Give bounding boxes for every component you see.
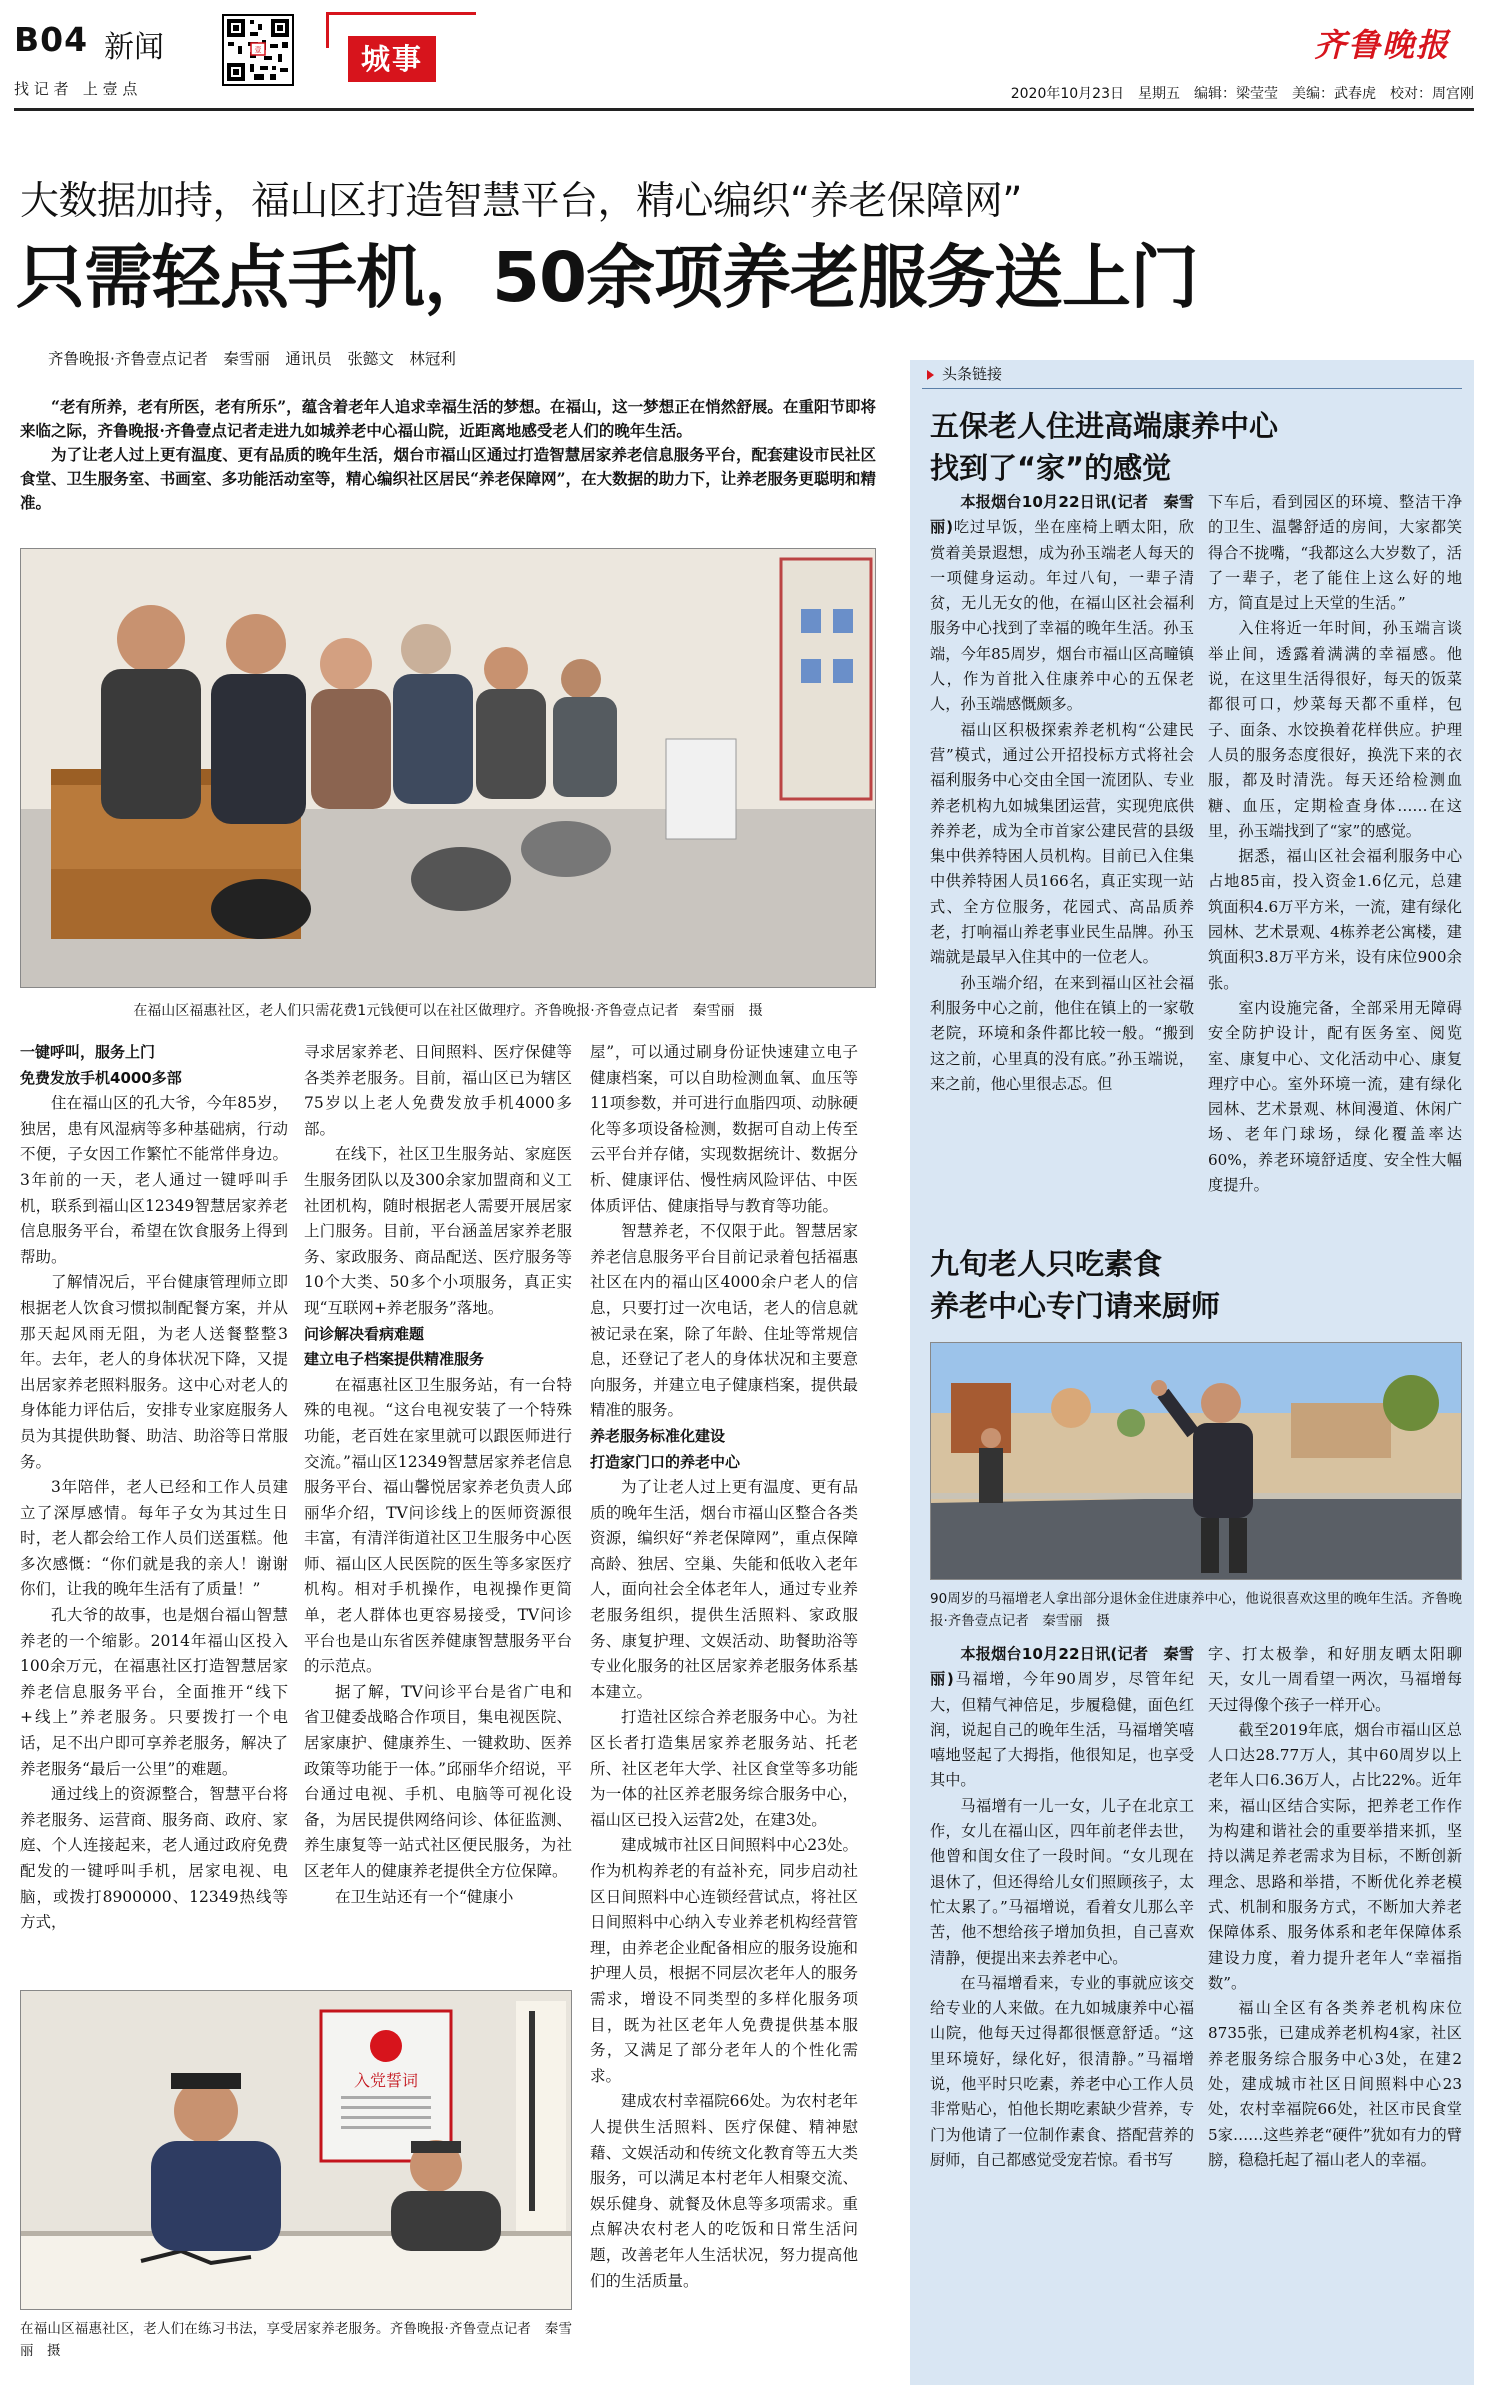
paragraph: 截至2019年底，烟台市福山区总人口达28.77万人，其中60周岁以上老年人口6.36万人，占比22%。近年来，福山区结合实际，把养老工作作为构建和谐社会的重要举措来抓，坚持以满足养老需求为目标，不断创新理念、思路和举措，不断优化养老模式、机制和服务方式，不断加大养老保障体系、服务体系和老年保障体系建设力度，着力提升老年人“幸福指数”。 <box>1208 1720 1462 1992</box>
paragraph: 福山全区有各类养老机构床位8735张，已建成养老机构4家，社区养老服务综合服务中心3处，在建2处，建成城市社区日间照料中心23处，农村幸福院66处，社区市民食堂5家……这些养老“硬件”犹如有力的臂膀，稳稳托起了福山老人的幸福。 <box>1208 1999 1462 2169</box>
column-1 <box>20 1040 288 1980</box>
paragraph: 下车后，看到园区的环境、整洁干净的卫生、温馨舒适的房间，大家都笑得合不拢嘴，“我都这么大岁数了，活了一辈子，老了能住上这么好的地方，简直是过上天堂的生活。” <box>1208 493 1462 613</box>
paragraph <box>930 1642 1194 1794</box>
subhead: 一键呼叫，服务上门 <box>20 1043 156 1061</box>
paragraph: 孔大爷的故事，也是烟台福山智慧养老的一个缩影。2014年福山区投入100余万元，在福惠社区打造智慧居家养老信息服务平台，全面推开“线下+线上”养老服务。只要拨打一个电话，足不出户即可享养老服务，解决了养老服务“最后一公里”的难题。 <box>20 1606 288 1778</box>
photo-therapy <box>20 548 876 988</box>
header-rule <box>14 108 1474 111</box>
lead-paragraph: 为了让老人过上更有温度、更有品质的晚年生活，烟台市福山区通过打造智慧居家养老信息服务平台，配套建设市民社区食堂、卫生服务室、书画室、多功能活动室等，精心编织社区居民“养老保障网”，在大数据的助力下，让养老服务更聪明和精准。 <box>20 445 876 512</box>
subhead: 打造家门口的养老中心 <box>590 1452 741 1471</box>
paragraph: 马福增有一儿一女，儿子在北京工作，女儿在福山区，四年前老伴去世，他曾和闺女住了一段时间。“女儿现在退休了，但还得给儿女们照顾孩子，太忙太累了。”马福增说，看着女儿那么辛苦，他不想给孩子增加负担，自己喜欢清静，便提出来去养老中心。 <box>930 1796 1194 1967</box>
paragraph: 屋”，可以通过刷身份证快速建立电子健康档案，可以自助检测血氧、血压等11项参数，并可进行血脂四项、动脉硬化等多项设备检测，数据可自动上传至云平台并存储，实现数据统计、数据分析、健康评估、慢性病风险评估、中医体质评估、健康指导与教育等功能。 <box>590 1043 858 1215</box>
paragraph: 室内设施完备，全部采用无障碍安全防护设计，配有医务室、阅览室、康复中心、文化活动中心、康复理疗中心。室外环境一流，建有绿化园林、艺术景观、林间漫道、休闲广场、老年门球场，绿化覆盖率达60%，养老环境舒适度、安全性大幅度提升。 <box>1208 998 1462 1195</box>
photo-calligraphy-caption: 在福山区福惠社区，老人们在练习书法，享受居家养老服务。齐鲁晚报·齐鲁壹点记者 秦雪丽 摄 <box>20 2321 572 2359</box>
section-badge: 城事 <box>348 36 436 82</box>
paragraph: 智慧养老，不仅限于此。智慧居家养老信息服务平台目前记录着包括福惠社区在内的福山区4000余户老人的信息，只要打过一次电话，老人的信息就被记录在案，除了年龄、住址等常规信息，还登记了老人的身体状况和主要意向服务，并建立电子健康档案，提供最精准的服务。 <box>590 1222 858 1420</box>
calligraphy-illustration <box>21 1991 572 2310</box>
subhead: 建立电子档案提供精准服务 <box>304 1350 485 1369</box>
sidebar-story1-right <box>1208 490 1462 1200</box>
paragraph: 为了让老人过上更有温度、更有品质的晚年生活，烟台市福山区整合各类资源，编织好“养老保障网”，重点保障高龄、独居、空巢、失能和低收入老年人，面向社会全体老年人，通过专业养老服务组织，提供生活照料、家政服务、康复护理、文娱活动、助餐助浴等专业化服务的社区居家养老服务体系基本建立。 <box>590 1478 858 1701</box>
masthead-logo: 齐鲁晚报 <box>1313 26 1450 64</box>
header-info: 2020年10月23日 星期五 编辑：梁莹莹 美编：武春虎 校对：周宫刚 <box>1010 86 1474 102</box>
paragraph: 入住将近一年时间，孙玉端言谈举止间，透露着满满的幸福感。他说，在这里生活得很好，每天的饭菜都很可口，炒菜每天都不重样，包子、面条、水饺换着花样供应。护理人员的服务态度很好，换洗下来的衣服，都及时清洗。每天还给检测血糖、血压，定期检查身体……在这里，孙玉端找到了“家”的感觉。 <box>1208 619 1462 840</box>
photo-therapy-caption: 在福山区福惠社区，老人们只需花费1元钱便可以在社区做理疗。齐鲁晚报·齐鲁壹点记者 秦雪丽 摄 <box>133 1003 763 1019</box>
dateline: 本报烟台10月22日讯(记者 秦雪丽) <box>930 493 1194 537</box>
column-2 <box>304 1040 572 1980</box>
subhead: 免费发放手机4000多部 <box>20 1068 182 1087</box>
lead-paragraph: “老有所养，老有所医，老有所乐”，蕴含着老年人追求幸福生活的梦想。在福山，这一梦想正在悄然舒展。在重阳节即将来临之际，齐鲁晚报·齐鲁壹点记者走进九如城养老中心福山院，近距离地感受老人们的晚年生活。 <box>20 397 876 440</box>
paragraph: 在线下，社区卫生服务站、家庭医生服务团队以及300余家加盟商和义工社团机构，随时根据老人需要开展居家上门服务。目前，平台涵盖居家养老服务、家政服务、商品配送、医疗服务等10个大类、50多个小项服务，真正实现“互联网+养老服务”落地。 <box>304 1145 572 1317</box>
photo-elderly-man-caption: 90周岁的马福增老人拿出部分退休金住进康养中心，他说很喜欢这里的晚年生活。齐鲁晚报·齐鲁壹点记者 秦雪丽 摄 <box>930 1591 1462 1629</box>
paragraph-text: 马福增，今年90周岁，尽管年纪大，但精气神倍足，步履稳健，面色红润，说起自己的晚年生活，马福增笑嘻嘻地竖起了大拇指，他很知足，也享受其中。 <box>930 1670 1194 1790</box>
page-code: B04 <box>14 20 89 59</box>
sidebar <box>910 360 1474 2385</box>
sidebar-label-rule <box>922 388 1462 389</box>
dateline: 本报烟台10月22日讯(记者 秦雪丽) <box>930 1645 1194 1689</box>
lead <box>20 395 876 515</box>
sidebar-story1-title: 五保老人住进高端康养中心 <box>930 409 1279 443</box>
photo-calligraphy <box>20 1990 572 2310</box>
sidebar-label: 头条链接 <box>942 365 1003 383</box>
paragraph: 在卫生站还有一个“健康小 <box>335 1887 514 1906</box>
sidebar-story1-title: 找到了“家”的感觉 <box>930 451 1172 485</box>
sidebar-story1-left <box>930 490 1194 1200</box>
paragraph: 住在福山区的孔大爷，今年85岁，独居，患有风湿病等多种基础病，行动不便，子女因工作繁忙不能常伴身边。3年前的一天，老人通过一键呼叫手机，联系到福山区12349智慧居家养老信息服务平台，希望在饮食服务上得到帮助。 <box>20 1094 288 1266</box>
sidebar-story2-left <box>930 1642 1194 2372</box>
chevron-right-icon <box>924 368 938 382</box>
paragraph: 据了解，TV问诊平台是省广电和省卫健委战略合作项目，集电视医院、居家康护、健康养生、一键救助、医养政策等功能于一体。”邱丽华介绍说，平台通过电视、手机、电脑等可视化设备，为居民提供网络问诊、体征监测、养生康复等一站式社区便民服务，为社区老年人的健康养老提供全方位保障。 <box>304 1682 572 1880</box>
paragraph: 寻求居家养老、日间照料、医疗保健等各类养老服务。目前，福山区已为辖区75岁以上老人免费发放手机4000多部。 <box>304 1043 572 1138</box>
party-emblem-icon <box>370 2030 402 2062</box>
paragraph: 打造社区综合养老服务中心。为社区长者打造集居家养老服务站、托老所、社区老年大学、社区食堂等多功能为一体的社区养老服务综合服务中心，福山区已投入运营2处，在建3处。 <box>590 1708 858 1829</box>
paragraph: 3年陪伴，老人已经和工作人员建立了深厚感情。每年子女为其过生日时，老人都会给工作人员们送蛋糕。他多次感慨：“你们就是我的亲人！谢谢你们，让我的晚年生活有了质量！” <box>20 1478 288 1599</box>
paragraph: 据悉，福山区社会福利服务中心占地85亩，投入资金1.6亿元，总建筑面积4.6万平方米，一流，建有绿化园林、艺术景观、4栋养老公寓楼，建筑面积3.8万平方米，设有床位900余张。 <box>1208 847 1462 992</box>
headline-title: 只需轻点手机，50余项养老服务送上门 <box>16 238 1199 318</box>
svg-text:壹: 壹 <box>254 46 262 54</box>
paragraph: 建成农村幸福院66处。为农村老年人提供生活照料、医疗保健、精神慰藉、文娱活动和传统文化教育等五大类服务，可以满足本村老年人相聚交流、娱乐健身、就餐及休息等多项需求。重点解决农村老人的吃饭和日常生活问题，改善老年人生活状况，努力提高他们的生活质量。 <box>590 2092 858 2290</box>
paragraph: 建成城市社区日间照料中心23处。作为机构养老的有益补充，同步启动社区日间照料中心连锁经营试点，将社区日间照料中心纳入专业养老机构经营管理，由养老企业配备相应的服务设施和护理人员，根据不同层次老年人的服务需求，增设不同类型的多样化服务项目，既为社区老年人免费提供基本服务，又满足了部分老年人的个性化需求。 <box>590 1836 858 2085</box>
section-name: 新闻 <box>104 30 164 65</box>
subhead: 问诊解决看病难题 <box>304 1324 425 1343</box>
sidebar-story2-right <box>1208 1642 1462 2372</box>
header-slogan: 找 记 者 上 壹 点 <box>14 80 138 98</box>
qr-code-icon <box>224 16 292 84</box>
paragraph-text: 吃过早饭，坐在座椅上晒太阳，欣赏着美景遐想，成为孙玉端老人每天的一项健身运动。年过八旬，一辈子清贫，无儿无女的他，在福山区社会福利服务中心找到了幸福的晚年生活。孙玉端，今年85周岁，烟台市福山区高疃镇人，作为首批入住康养中心的五保老人，孙玉端感慨颇多。 <box>930 518 1194 714</box>
column-3 <box>590 1040 858 2375</box>
subhead: 养老服务标准化建设 <box>590 1426 726 1445</box>
byline: 齐鲁晚报·齐鲁壹点记者 秦雪丽 通讯员 张懿文 林冠利 <box>48 350 456 368</box>
paragraph: 通过线上的资源整合，智慧平台将养老服务、运营商、服务商、政府、家庭、个人连接起来，老人通过政府免费配发的一键呼叫手机，居家电视、电脑，或拨打8900000、12349热线等方式， <box>20 1785 288 1932</box>
paragraph <box>930 490 1194 718</box>
paragraph: 在马福增看来，专业的事就应该交给专业的人来做。在九如城康养中心福山院，他每天过得都很惬意舒适。“这里环境好，绿化好，很清静。”马福增说，他平时只吃素，养老中心工作人员非常贴心，怕他长期吃素缺少营养，专门为他请了一位制作素食、搭配营养的厨师，自己都感觉受宠若惊。看书写 <box>930 1973 1194 2169</box>
qr-code <box>222 14 294 86</box>
paragraph: 孙玉端介绍，在来到福山区社会福利服务中心之前，他住在镇上的一家敬老院，环境和条件都比较一般。“搬到这之前，心里真的没有底。”孙玉端说，来之前，他心里很忐忑。但 <box>930 973 1194 1093</box>
poster-title: 入党誓词 <box>353 2071 419 2090</box>
paragraph: 福山区积极探索养老机构“公建民营”模式，通过公开招投标方式将社会福利服务中心交由全国一流团队、专业养老机构九如城集团运营，实现兜底供养养老，成为全市首家公建民营的县级集中供养特困人员机构。目前已入住集中供养特困人员166名，真正实现一站式、全方位服务，花园式、高品质养老，打响福山养老事业民生品牌。孙玉端就是最早入住其中的一位老人。 <box>930 720 1194 967</box>
paragraph: 了解情况后，平台健康管理师立即根据老人饮食习惯拟制配餐方案，并从那天起风雨无阻，为老人送餐整整3年。去年，老人的身体状况下降，又提出居家养老照料服务。这中心对老人的身体能力评估后，安排专业家庭服务人员为其提供助餐、助洁、助浴等日常服务。 <box>20 1273 288 1471</box>
therapy-room-illustration <box>21 549 876 988</box>
sidebar-story2-title: 养老中心专门请来厨师 <box>930 1289 1221 1323</box>
photo-elderly-man <box>930 1342 1462 1580</box>
elderly-man-illustration <box>931 1343 1462 1580</box>
paragraph: 在福惠社区卫生服务站，有一台特殊的电视。“这台电视安装了一个特殊功能，老百姓在家里就可以跟医师进行交流。”福山区12349智慧居家养老信息服务平台、福山馨悦居家养老负责人邱丽华介绍，TV问诊线上的医师资源很丰富，有清洋街道社区卫生服务中心医师、福山区人民医院的医生等多家医疗机构。相对手机操作，电视操作更简单，老人群体也更容易接受，TV问诊平台也是山东省医养健康智慧服务平台的示范点。 <box>304 1375 572 1676</box>
paragraph: 字、打太极拳，和好朋友晒太阳聊天，女儿一周看望一两次，马福增每天过得像个孩子一样开心。 <box>1208 1645 1462 1714</box>
headline-kicker: 大数据加持，福山区打造智慧平台，精心编织“养老保障网” <box>20 179 1022 224</box>
sidebar-story2-title: 九旬老人只吃素食 <box>930 1247 1163 1281</box>
